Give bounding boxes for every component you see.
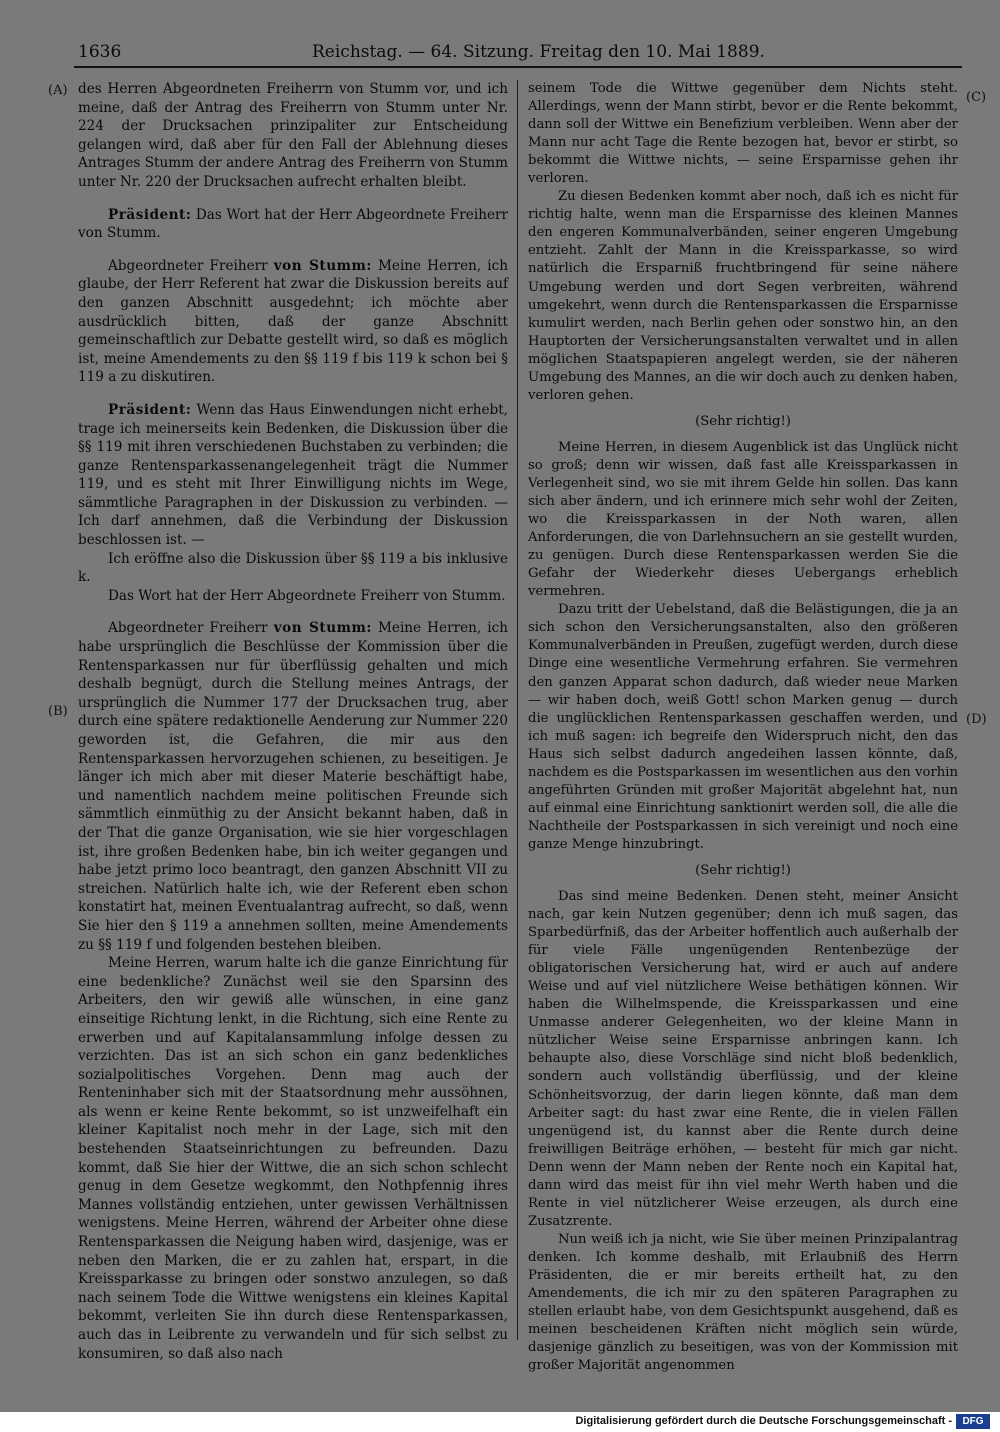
dfg-logo: DFG — [956, 1414, 990, 1429]
funding-credit: Digitalisierung gefördert durch die Deutsche Forschungsgemeinschaft - — [575, 1415, 952, 1427]
paragraph — [78, 619, 508, 954]
paragraph: des Herren Abgeordneten Freiherrn von Stumm vor, und ich meine, daß der Antrag des Freiherrn von Stumm unter Nr. 224 der Drucksachen prinzipaliter zur Entscheidung gelangen wird, daß aber für den Fall der Ablehnung dieses Antrages Stumm der andere Antrag des Freiherrn von Stumm unter Nr. 220 der Drucksachen aufrecht erhalten bleibt. — [78, 81, 508, 190]
speaker-intro: Abgeordneter Freiherr — [108, 620, 274, 637]
header-rule — [74, 66, 962, 68]
margin-mark-d: (D) — [966, 712, 987, 727]
applause-note: (Sehr richtig!) — [695, 413, 791, 429]
paragraph: Das Wort hat der Herr Abgeordnete Freiherr von Stumm. — [108, 587, 506, 604]
margin-mark-b: (B) — [48, 704, 68, 719]
left-column — [78, 80, 508, 1363]
page-header — [78, 38, 978, 66]
page-number: 1636 — [78, 42, 122, 62]
speaker-label: Präsident: — [108, 206, 192, 223]
applause-note: (Sehr richtig!) — [695, 862, 791, 878]
speaker-label: von Stumm: — [273, 257, 372, 274]
margin-mark-c: (C) — [966, 90, 987, 105]
paragraph — [78, 257, 508, 387]
paragraph: Dazu tritt der Uebelstand, daß die Belästigungen, die ja an sich schon den Versicherungsanstalten, also den größeren Kommunalverbänden in Preußen, zugefügt werden, durch diese Dinge eine wesentliche Vermehrung erfahren. Sie vermehren den ganzen Apparat schon dadurch, daß wieder neue Marken — wir haben doch, weiß Gott! schon Marken genug — durch die unglücklichen Rentensparkassen geschaffen werden, und ich muß sagen: ich begreife den Widerspruch nicht, den das Haus sich selbst dadurch angedeihen lassen könnte, daß, nachdem es die Postsparkassen im wesentlichen aus den vorhin angeführten Gründen mit großer Majorität abgelehnt hat, nun auf einmal eine Einrichtung sanktionirt werden soll, die alle die Nachtheile der Postsparkassen in sich vereinigt und noch eine ganze Menge hinzubringt. — [528, 602, 958, 852]
paragraph-text: Wenn das Haus Einwendungen nicht erhebt, trage ich meinerseits kein Bedenken, die Diskussion über die §§ 119 mit ihren verschiedenen Buchstaben zu verbinden; die ganze Rentensparkassenangelegenheit trägt die Nummer 119, und es steht mit Ihrer Einwilligung nichts im Wege, sämmtliche Paragraphen in der Diskussion zu verbinden. — Ich darf annehmen, daß die Verbindung der Diskussion beschlossen ist. — — [78, 401, 508, 549]
digitization-footer — [0, 1412, 1000, 1432]
speaker-intro: Abgeordneter Freiherr — [108, 257, 274, 274]
paragraph — [78, 401, 508, 550]
column-divider — [517, 80, 518, 1340]
right-column — [528, 80, 958, 1375]
paragraph: seinem Tode die Wittwe gegenüber dem Nichts steht. Allerdings, wenn der Mann stirbt, bevor er die Rente bekommt, dann soll der Wittwe ein Benefizium verbleiben. Wenn aber der Mann nur acht Tage die Rente bezogen hat, bevor er stirbt, so bekommt die Wittwe nichts, — seine Ersparnisse gehen ihr verloren. — [528, 81, 958, 187]
paragraph-text: Meine Herren, ich glaube, der Herr Referent hat zwar die Diskussion bereits auf den ganzen Abschnitt ausgedehnt; ich möchte aber ausdrücklich bitten, daß der ganze Abschnitt gemeinschaftlich zur Debatte gestellt wird, so daß es möglich ist, meine Amendements zu den §§ 119 f bis 119 k schon bei § 119 a zu diskutiren. — [78, 257, 509, 386]
paragraph — [78, 206, 508, 243]
paragraph: Zu diesen Bedenken kommt aber noch, daß ich es nicht für richtig halte, wenn man die Ersparnisse des kleinen Mannes den engeren Kommunalverbänden, seiner engeren Umgebung entzieht. Zahlt der Mann in die Kreissparkasse, so wird natürlich die Ersparniß fruchtbringend für seine nähere Umgebung werden und dort Segen verbreiten, während umgekehrt, wenn durch die Rentensparkassen die Ersparnisse kumulirt werden, nach Berlin gehen oder sonstwo hin, an den Hauptorten der Versicherungsanstalten verwaltet und in allen möglichen Staatspapieren angelegt werden, sie der näheren Umgebung des Mannes, an die wir doch auch zu denken haben, verloren gehen. — [528, 189, 958, 403]
paragraph: Ich eröffne also die Diskussion über §§ 119 a bis inklusive k. — [78, 550, 508, 586]
paragraph: Meine Herren, warum halte ich die ganze Einrichtung für eine bedenkliche? Zunächst weil sie den Sparsinn des Arbeiters, den wir gewiß alle wünschen, in eine ganz einseitige Richtung lenkt, in die Richtung, sich eine Rente zu erwerben und auf Kapitalansammlung infolge dessen zu verzichten. Das ist an sich schon ein ganz bedenkliches sozialpolitisches Vorgehen. Denn mag auch der Renteninhaber sich mit der Staatsordnung mehr aussöhnen, als wenn er keine Rente bekommt, so ist unzweifelhaft ein kleiner Kapitalist noch mehr in der Lage, sich mit den bestehenden Staatseinrichtungen zu befreunden. Dazu kommt, daß Sie hier der Wittwe, die an sich schon schlecht genug in dem Gesetze wegkommt, den Nothpfennig ihres Mannes vollständig entziehen, unter gewissen Verhältnissen wenigstens. Meine Herren, während der Arbeiter ohne diese Rentensparkassen die Neigung haben wird, dasjenige, was er neben den Marken, die er zu zahlen hat, erspart, in die Kreissparkasse zu bringen oder sonstwo anzulegen, so daß nach seinem Tode die Wittwe wenigstens ein kleines Kapital bekommt, verleiten Sie ihn durch diese Rentensparkassen, auch das in Leibrente zu verwandeln und für sich selbst zu konsumiren, so daß also nach — [78, 955, 508, 1362]
session-line: Reichstag. — 64. Sitzung. Freitag den 10. Mai 1889. — [312, 42, 765, 62]
speaker-label: von Stumm: — [273, 620, 372, 637]
paragraph-text: Meine Herren, ich habe ursprünglich die Beschlüsse der Kommission über die Rentensparkassen nur für überflüssig gehalten und mich deshalb begnügt, durch die Stellung meines Antrags, der ursprünglich die Nummer 177 der Drucksachen trug, aber durch eine spätere redaktionelle Aenderung zur Nummer 220 geworden ist, die Gefahren, die mir aus den Rentensparkassen hervorzugehen schienen, zu beseitigen. Je länger ich mich aber mit dieser Materie beschäftigt habe, und namentlich nachdem meine politischen Freunde sich sämmtlich einmüthig zu der Ansicht bekannt haben, daß in der That die ganze Organisation, wie sie hier vorgeschlagen ist, ihre großen Bedenken habe, bin ich weiter gegangen und habe jetzt primo loco beantragt, den ganzen Abschnitt VII zu streichen. Natürlich halte ich, wie der Referent eben schon konstatirt hat, meinen Eventualantrag aufrecht, so daß, wenn Sie hier den § 119 a annehmen sollten, meine Amendements zu §§ 119 f und folgenden bestehen bleiben. — [78, 620, 509, 953]
paragraph: Das sind meine Bedenken. Denen steht, meiner Ansicht nach, gar kein Nutzen gegenüber; denn ich muß sagen, das Sparbedürfniß, das der Arbeiter hoffentlich auch außerhalb der für viele Fälle ungenügenden Rentenbezüge der obligatorischen Versicherung hat, wird er auch auf andere Weise und auf viel nützlichere Weise bethätigen können. Wir haben die Wilhelmspende, die Kreissparkassen und eine Unmasse anderer Gelegenheiten, wo der kleine Mann in nützlicher Weise seine Ersparnisse anbringen kann. Ich behaupte also, diese Vorschläge sind nicht bloß bedenklich, sondern auch vollständig überflüssig, und der kleine Schönheitsvorzug, der darin liegen könnte, daß man dem Arbeiter sagt: du hast zwar eine Rente, die in vielen Fällen ungenügend ist, du kannst aber die Rente durch deine freiwilligen Beiträge erhöhen, — besteht für mich gar nicht. Denn wenn der Mann neben der Rente noch ein Kapital hat, dann wird das meist für ihn viel mehr Werth haben und die Rente in viel nützlicherer Weise erzeugen, als durch eine Zusatzrente. — [528, 889, 958, 1229]
margin-mark-a: (A) — [48, 83, 68, 98]
paragraph: Meine Herren, in diesem Augenblick ist das Unglück nicht so groß; denn wir wissen, daß fast alle Kreissparkassen in Verlegenheit sind, wo sie mit ihrem Gelde hin sollen. Das kann sich aber ändern, und ich erinnere mich sehr wohl der Zeiten, wo die Kreissparkassen in der Noth waren, allen Anforderungen, die von Darlehnsuchern an sie gestellt wurden, zu genügen. Durch diese Rentensparkassen werden Sie die Gefahr der Wiederkehr dieses Uebergangs erheblich vermehren. — [528, 439, 958, 600]
speaker-label: Präsident: — [108, 401, 192, 418]
paragraph-text: Das Wort hat der Herr Abgeordnete Freiherr von Stumm. — [78, 206, 508, 242]
paragraph: Nun weiß ich ja nicht, wie Sie über meinen Prinzipalantrag denken. Ich komme deshalb, mit Erlaubniß des Herrn Präsidenten, die er mir bereits ertheilt hat, zu den Amendements, die ich mir zu den späteren Paragraphen zu stellen erlaubt habe, von dem Gesichtspunkt ausgehend, daß es meinen bescheidenen Kräften nicht möglich sein würde, dasjenige gänzlich zu beseitigen, was von der Kommission mit großer Majorität angenommen — [528, 1231, 958, 1374]
